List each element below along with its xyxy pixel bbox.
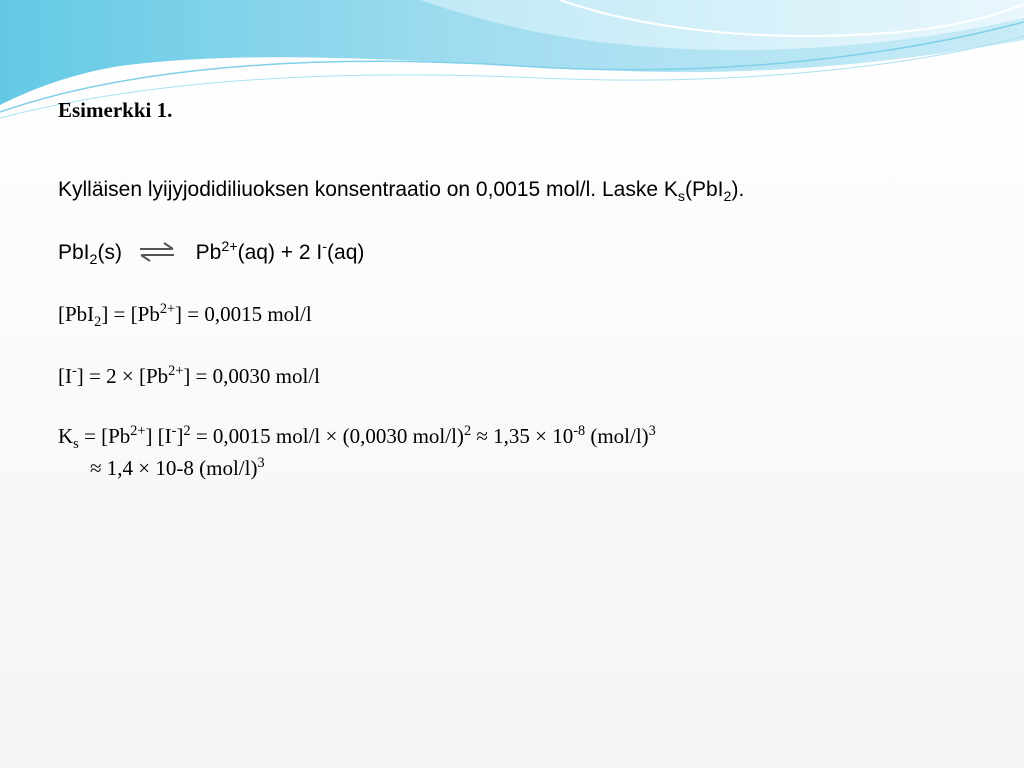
ks-calculation-line: $K_s = [Pb^{2+}] [I^-]^2 = 0,0015$ mol/l × (0,0030 $mol/l)^2 \approx 1,35 \times 10^{-8}$ $(mol/l)^3$ — [58, 423, 656, 453]
reaction-equation: PbI$_2$(s) $Pb^{2+}(aq) + 2$ I-(aq) — [58, 239, 365, 269]
pbi2-concentration-line: $[PbI_2] = [Pb^{2+}] = 0,0015$ mol/l — [58, 301, 312, 331]
slide-title: Esimerkki 1. — [58, 98, 173, 122]
ks-rounded-result: ≈ 1,4 × 10-8 $(mol/l)^3$ — [90, 455, 265, 480]
task-text: Kylläisen lyijyjodidiliuoksen konsentraatio on 0,0015 mol/l. Laske $K_s(PbI_2)$. — [58, 178, 745, 206]
iodide-concentration-line: $[I^-] = 2 \times [Pb^{2+}] = 0,0030$ mol/l — [58, 363, 320, 388]
equilibrium-arrow-icon — [136, 240, 180, 264]
